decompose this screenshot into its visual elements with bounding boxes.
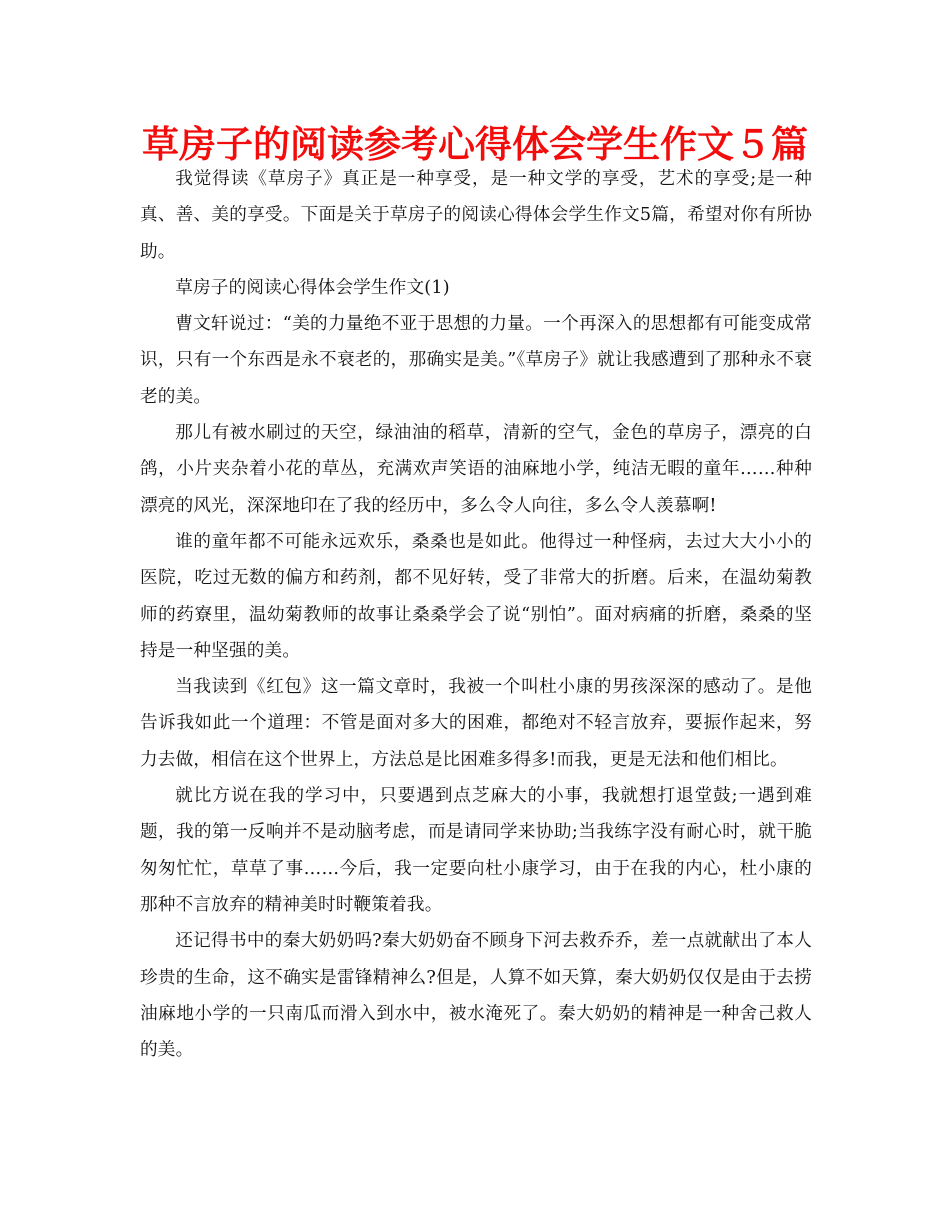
paragraph: 就比方说在我的学习中，只要遇到点芝麻大的小事，我就想打退堂鼓;一遇到难题，我的第一反响并不是动脑考虑，而是请同学来协助;当我练字没有耐心时，就干脆匆匆忙忙，草草了事……今后，我一定要向杜小康学习，由于在我的内心，杜小康的那种不言放弃的精神美时时鞭策着我。 xyxy=(140,786,812,915)
paragraph: 谁的童年都不可能永远欢乐，桑桑也是如此。他得过一种怪病，去过大大小小的医院，吃过无数的偏方和药剂，都不见好转，受了非常大的折磨。后来，在温幼菊教师的药寮里，温幼菊教师的故事让桑桑学会了说“别怕”。面对病痛的折磨，桑桑的坚持是一种坚强的美。 xyxy=(140,531,812,661)
paragraph: 那儿有被水刷过的天空，绿油油的稻草，清新的空气，金色的草房子，漂亮的白鸽，小片夹杂着小花的草丛，充满欢声笑语的油麻地小学，纯洁无暇的童年……种种漂亮的风光，深深地印在了我的经历中，多么令人向往，多么令人羡慕啊! xyxy=(140,423,812,516)
paragraph: 曹文轩说过：“美的力量绝不亚于思想的力量。一个再深入的思想都有可能变成常识，只有一个东西是永不衰老的，那确实是美。”《草房子》就让我感遭到了那种永不衰老的美。 xyxy=(140,314,812,407)
document-title: 草房子的阅读参考心得体会学生作文５篇 xyxy=(142,123,808,166)
paragraph: 当我读到《红包》这一篇文章时，我被一个叫杜小康的男孩深深的感动了。是他告诉我如此一个道理：不管是面对多大的困难，都绝对不轻言放弃，要振作起来，努力去做，相信在这个世界上，方法总是比困难多得多!而我，更是无法和他们相比。 xyxy=(140,677,812,770)
paragraph-intro: 我觉得读《草房子》真正是一种享受，是一种文学的享受，艺术的享受;是一种真、善、美的享受。下面是关于草房子的阅读心得体会学生作文5篇，希望对你有所协助。 xyxy=(140,169,812,262)
document-body xyxy=(140,161,812,1068)
section-heading: 草房子的阅读心得体会学生作文(1) xyxy=(175,277,450,298)
paragraph: 还记得书中的秦大奶奶吗?秦大奶奶奋不顾身下河去救乔乔，差一点就献出了本人珍贵的生命，这不确实是雷锋精神么?但是，人算不如天算，秦大奶奶仅仅是由于去捞油麻地小学的一只南瓜而滑入到水中，被水淹死了。秦大奶奶的精神是一种舍己救人的美。 xyxy=(140,931,812,1061)
